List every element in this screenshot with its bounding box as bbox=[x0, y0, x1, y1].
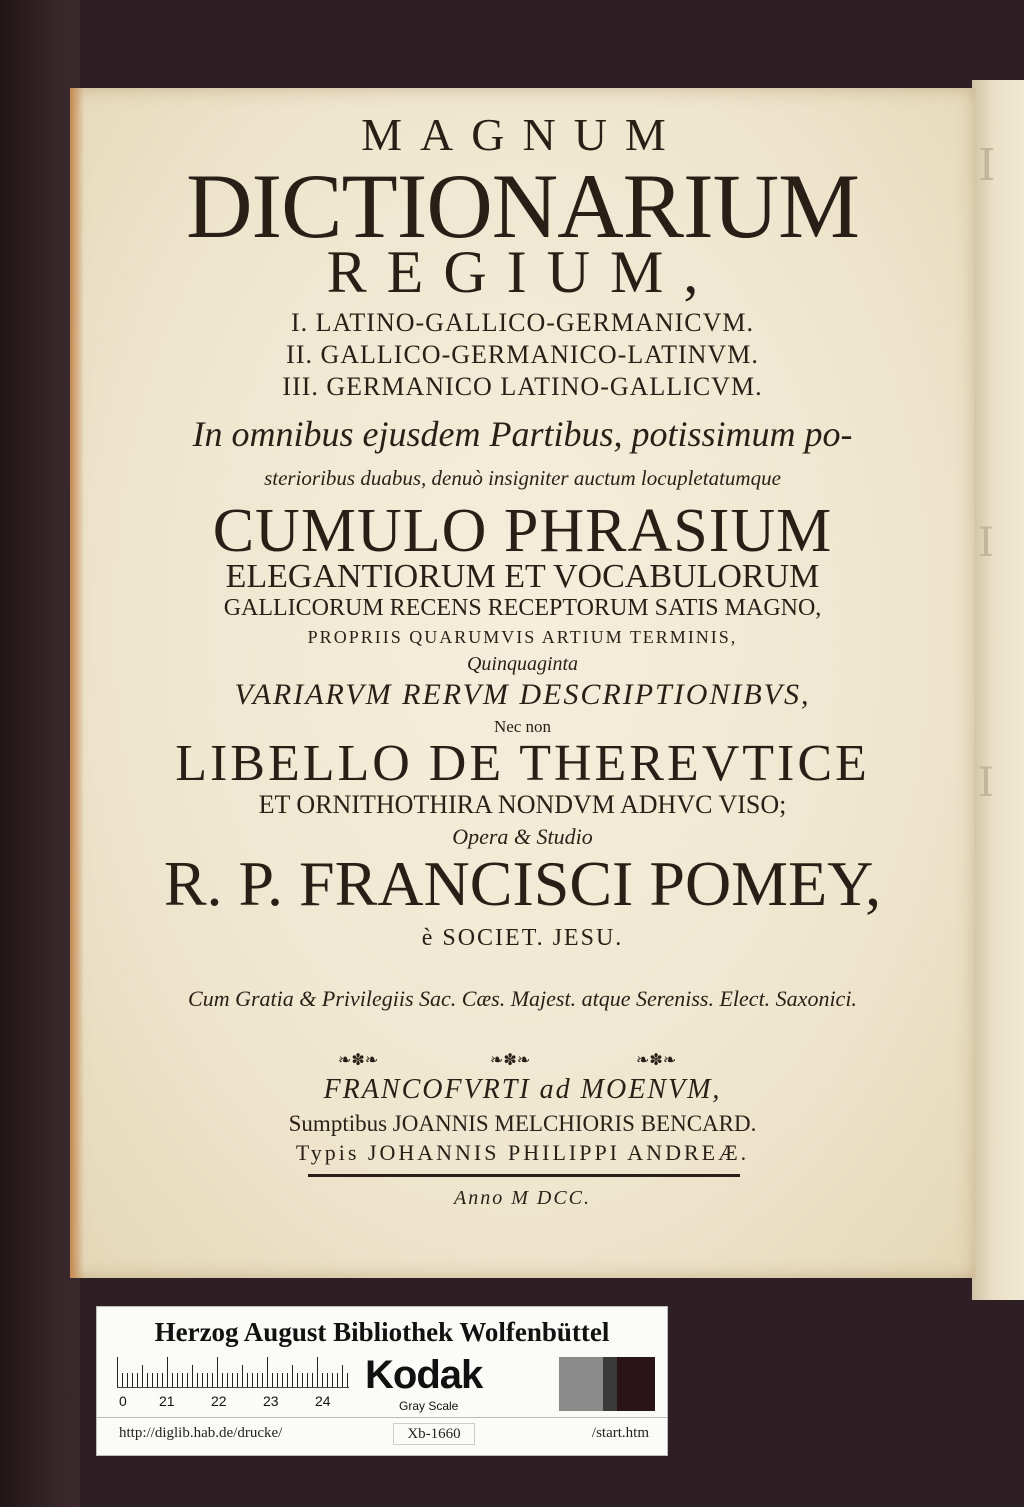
ruler-tick bbox=[282, 1373, 283, 1387]
line-variarum: VARIARVM RERVM DESCRIPTIONIBVS, bbox=[234, 678, 811, 711]
ruler-tick bbox=[342, 1365, 343, 1387]
line-gallicorum: GALLICORUM RECENS RECEPTORUM SATIS MAGNO, bbox=[223, 595, 822, 621]
ruler-tick bbox=[287, 1373, 288, 1387]
ruler-tick bbox=[217, 1357, 218, 1387]
imprint-publisher: Sumptibus JOANNIS MELCHIORIS BENCARD. bbox=[288, 1111, 757, 1136]
imprint-rule bbox=[308, 1174, 740, 1177]
ruler-tick bbox=[257, 1373, 258, 1387]
label-url: http://diglib.hab.de/drucke/ bbox=[119, 1425, 283, 1441]
line-societ-jesu: è SOCIET. JESU. bbox=[421, 925, 624, 951]
label-shelfmark: Xb-1660 bbox=[393, 1423, 475, 1445]
ruler-tick bbox=[157, 1373, 158, 1387]
ruler-tick bbox=[127, 1373, 128, 1387]
ruler-tick bbox=[232, 1373, 233, 1387]
ruler-tick bbox=[272, 1373, 273, 1387]
ruler-tick bbox=[192, 1365, 193, 1387]
imprint-place: FRANCOFVRTI ad MOENVM, bbox=[323, 1074, 722, 1105]
ruler-tick bbox=[132, 1373, 133, 1387]
ornament-left-icon: ❧✽❧ bbox=[338, 1050, 379, 1069]
ruler-number: 0 bbox=[119, 1393, 127, 1409]
adjacent-page-edge: I I I bbox=[972, 80, 1024, 1300]
ruler-tick bbox=[292, 1365, 293, 1387]
ruler-number: 22 bbox=[211, 1393, 227, 1409]
ornament-right-icon: ❧✽❧ bbox=[636, 1050, 677, 1069]
ruler-tick bbox=[302, 1373, 303, 1387]
ruler-tick bbox=[247, 1373, 248, 1387]
line-ornithothira: ET ORNITHOTHIRA NONDVM ADHVC VISO; bbox=[258, 790, 787, 819]
ruler-tick bbox=[167, 1357, 168, 1387]
gray-swatch-black bbox=[617, 1357, 655, 1411]
ruler-scale bbox=[117, 1357, 349, 1387]
ruler-tick bbox=[307, 1373, 308, 1387]
ruler-tick bbox=[182, 1373, 183, 1387]
ruler-tick bbox=[137, 1373, 138, 1387]
ruler-tick bbox=[347, 1373, 348, 1387]
label-divider bbox=[97, 1417, 667, 1418]
ruler-tick bbox=[312, 1373, 313, 1387]
ruler-tick bbox=[222, 1373, 223, 1387]
ruler-tick bbox=[327, 1373, 328, 1387]
gray-swatch-dark bbox=[603, 1357, 617, 1411]
ruler-tick bbox=[162, 1373, 163, 1387]
imprint-printer: Typis JOHANNIS PHILIPPI ANDREÆ. bbox=[295, 1140, 750, 1165]
ruler-tick bbox=[262, 1373, 263, 1387]
author-name: R. P. FRANCISCI POMEY, bbox=[163, 848, 882, 919]
ruler-tick bbox=[152, 1373, 153, 1387]
ruler-tick bbox=[227, 1373, 228, 1387]
imprint-year: Anno M DCC. bbox=[454, 1187, 591, 1209]
ruler-tick bbox=[187, 1373, 188, 1387]
ruler-tick bbox=[267, 1357, 268, 1387]
ruler-baseline bbox=[117, 1387, 349, 1388]
ruler-tick bbox=[317, 1357, 318, 1387]
ruler-tick bbox=[237, 1373, 238, 1387]
title-dictionarium: DICTIONARIUM bbox=[186, 155, 859, 257]
ruler-number: 21 bbox=[159, 1393, 175, 1409]
line-sterioribus: sterioribus duabus, denuò insigniter auctum locupletatumque bbox=[264, 466, 781, 490]
ruler-number: 23 bbox=[263, 1393, 279, 1409]
title-page bbox=[70, 88, 975, 1278]
ruler-tick bbox=[332, 1373, 333, 1387]
ruler-tick bbox=[242, 1365, 243, 1387]
title-regium: REGIUM, bbox=[326, 239, 719, 305]
ruler-tick bbox=[172, 1373, 173, 1387]
ruler-tick bbox=[197, 1373, 198, 1387]
ruler-number: 24 bbox=[315, 1393, 331, 1409]
part-two: II. GALLICO-GERMANICO-LATINVM. bbox=[286, 340, 759, 369]
ruler-tick bbox=[207, 1373, 208, 1387]
ruler-tick bbox=[202, 1373, 203, 1387]
library-label bbox=[96, 1306, 668, 1456]
ruler-tick bbox=[147, 1373, 148, 1387]
ruler-tick bbox=[322, 1373, 323, 1387]
title-magnum: MAGNUM bbox=[361, 109, 684, 160]
ornament-center-icon: ❧✽❧ bbox=[490, 1050, 531, 1069]
ruler-tick bbox=[252, 1373, 253, 1387]
line-opera-studio: Opera & Studio bbox=[452, 824, 593, 849]
line-nec-non: Nec non bbox=[493, 717, 552, 736]
line-libello: LIBELLO DE THEREVTICE bbox=[175, 735, 870, 792]
part-three: III. GERMANICO LATINO-GALLICVM. bbox=[282, 372, 763, 401]
kodak-gray-scale-label: Gray Scale bbox=[399, 1399, 459, 1413]
ruler-tick bbox=[142, 1365, 143, 1387]
ruler-tick bbox=[277, 1373, 278, 1387]
kodak-logo: Kodak bbox=[365, 1353, 483, 1397]
ruler-tick bbox=[122, 1373, 123, 1387]
line-quinquaginta: Quinquaginta bbox=[466, 653, 579, 675]
gray-swatch-mid bbox=[559, 1357, 603, 1411]
ruler-tick bbox=[177, 1373, 178, 1387]
ruler-tick bbox=[117, 1357, 118, 1387]
label-start-page: /start.htm bbox=[591, 1425, 649, 1441]
ruler-tick bbox=[212, 1373, 213, 1387]
line-cumulo-phrasium: CUMULO PHRASIUM bbox=[212, 497, 833, 565]
ruler-tick bbox=[297, 1373, 298, 1387]
line-privilege: Cum Gratia & Privilegiis Sac. Cæs. Majest. atque Sereniss. Elect. Saxonici. bbox=[188, 986, 857, 1011]
ruler-tick bbox=[337, 1373, 338, 1387]
part-one: I. LATINO-GALLICO-GERMANICVM. bbox=[290, 308, 754, 337]
ornament-row bbox=[70, 1050, 975, 1070]
line-in-omnibus: In omnibus ejusdem Partibus, potissimum po- bbox=[192, 414, 853, 454]
line-propriis: PROPRIIS QUARUMVIS ARTIUM TERMINIS, bbox=[307, 627, 738, 647]
library-name: Herzog August Bibliothek Wolfenbüttel bbox=[154, 1317, 610, 1347]
dark-background bbox=[0, 0, 80, 1507]
line-elegantiorum: ELEGANTIORUM ET VOCABULORUM bbox=[225, 558, 820, 595]
